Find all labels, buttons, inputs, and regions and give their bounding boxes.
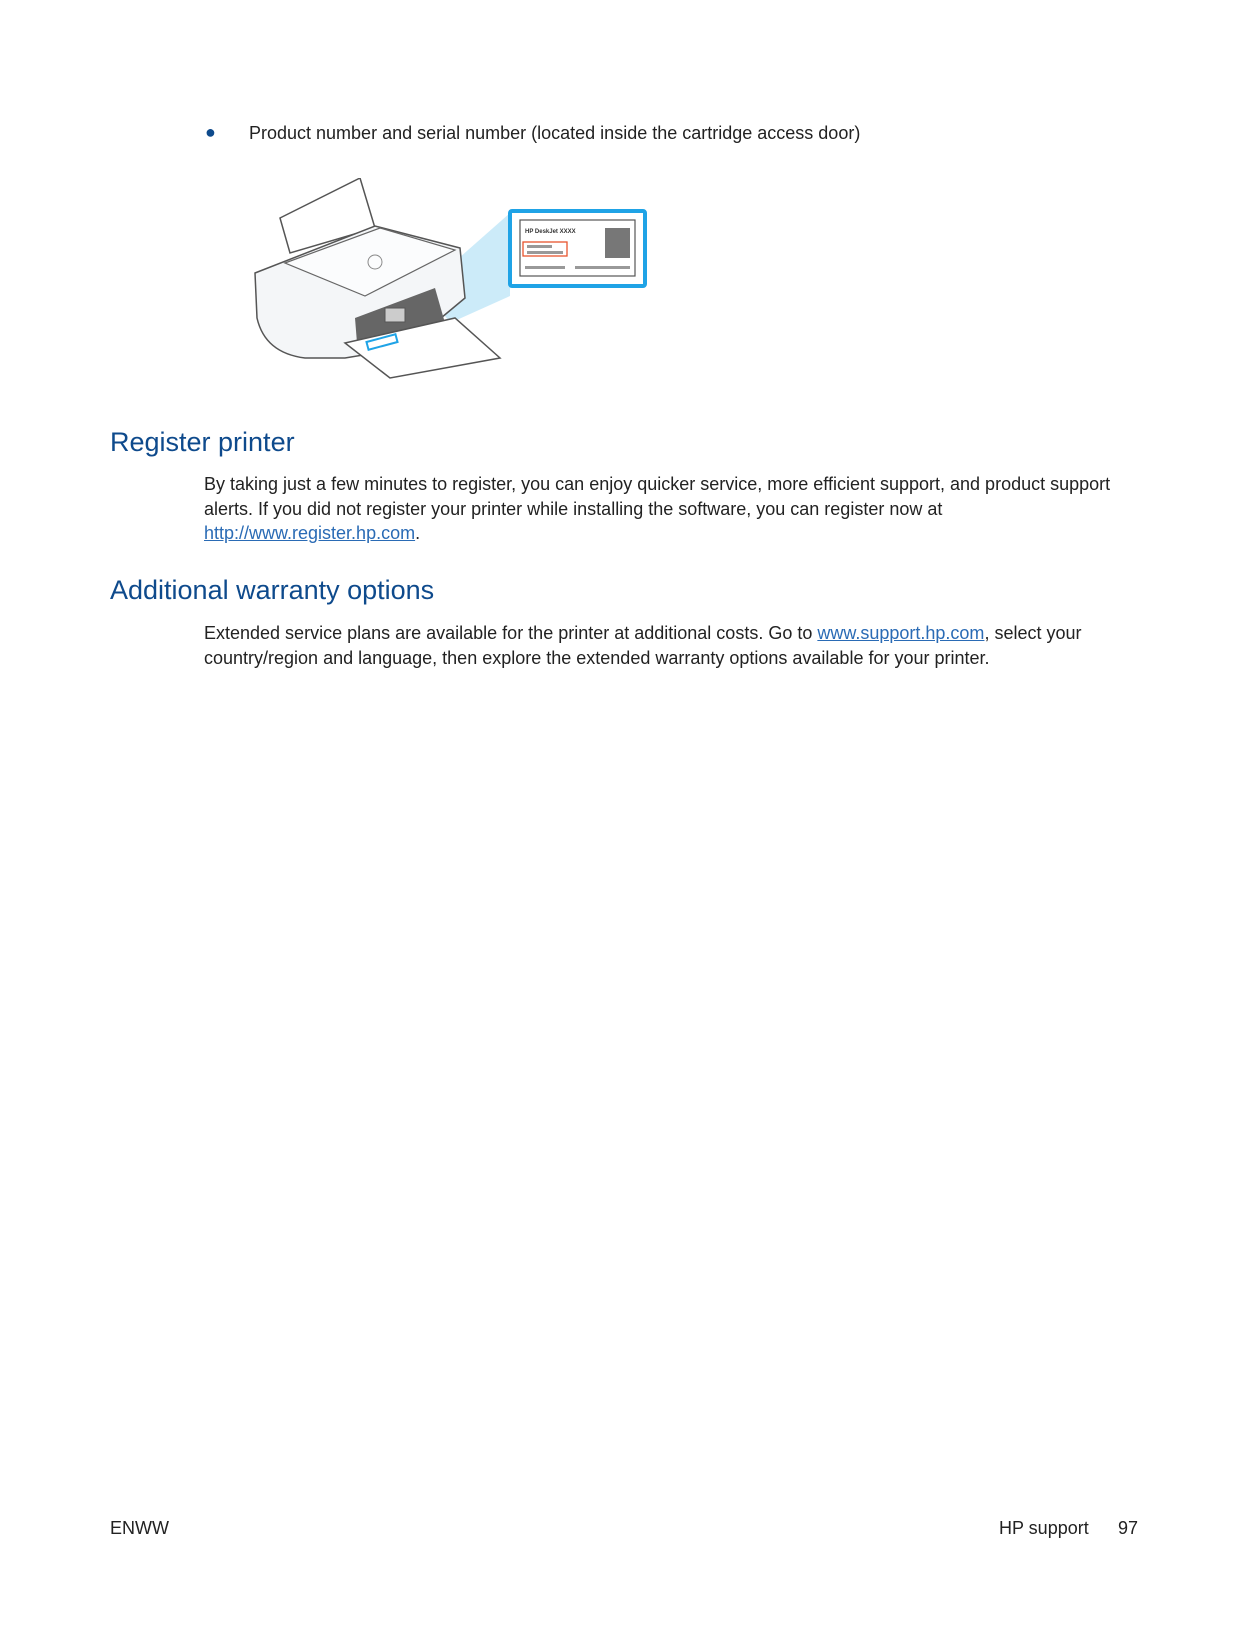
register-text-end: . [415,523,421,543]
printer-label-illustration [245,178,655,393]
register-link[interactable]: http://www.register.hp.com [204,523,416,543]
support-link[interactable]: www.support.hp.com [817,623,985,643]
bullet-item-text: Product number and serial number (located inside the cartridge access door) [249,123,861,143]
label-title: HP DeskJet XXXX [525,229,576,235]
heading-register-printer: Register printer [110,427,295,457]
bullet-icon: ● [205,122,216,142]
warranty-paragraph [204,621,1124,670]
heading-warranty-options: Additional warranty options [110,575,435,605]
warranty-text-end: , select your country/region and language, then explore the extended warranty options available for your printer. [204,623,1082,668]
footer-section: HP support [999,1518,1089,1538]
page-number: 97 [1118,1518,1139,1538]
register-text: By taking just a few minutes to register, you can enjoy quicker service, more efficient support, and product support alerts. If you did not register your printer while installing the software, you can register now at [204,474,1111,519]
warranty-text: Extended service plans are available for the printer at additional costs. Go to [204,623,818,643]
footer-left: ENWW [110,1518,169,1538]
register-paragraph [204,472,1124,546]
